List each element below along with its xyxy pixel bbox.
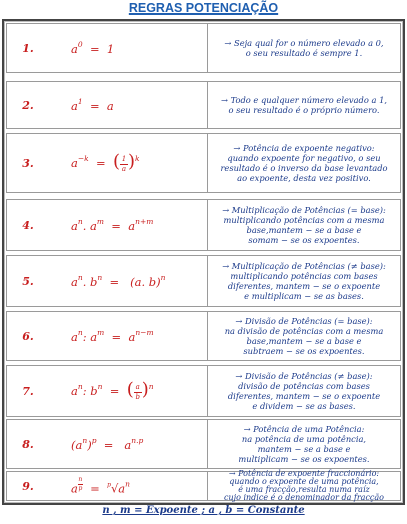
rule-number: 1. [22,41,34,55]
rule-description: → Potência de expoente fraccionário: quando o expoente de uma potência, é uma fracção,resulta numa raíz cujo indice é o denominador da fracção [224,469,384,502]
rule-number: 4. [22,218,34,232]
rule-number: 6. [22,329,34,343]
rule-formula: $a^n$. $a^m = a^{n+m}$ [49,200,208,250]
rule-formula: a $^{\frac{n}{p}}$ = $^p√a^n$ [49,472,208,500]
rule-number: 5. [22,274,34,288]
rule-row-1 [6,23,401,73]
page-title: REGRAS POTENCIAÇÃO [128,1,279,15]
rule-number: 8. [22,437,34,451]
rule-description: → Todo e qualquer número elevado a 1, o seu resultado é o próprio número. [220,95,387,115]
rule-description: → Divisão de Potências (≠ base): divisão de potências com bases diferentes, mantem − se o expoente e dividem − se as bases. [227,371,381,411]
rule-row-5 [6,255,401,307]
rule-formula: $a^{-k}$ = ( $\frac{1}{a}$ )$^k$ [49,134,208,192]
rule-row-4 [6,199,401,251]
rule-number: 2. [22,98,34,112]
rule-formula: $a^n$. $b^n = (a$. b)$^n$ [49,256,208,306]
rules-table [2,19,405,505]
rule-formula: $a^0 = 1$ [49,24,208,72]
rule-formula: $a^1 = a$ [49,82,208,128]
rule-number: 3. [22,156,34,170]
rule-row-6 [6,311,401,361]
rule-formula: $(a^n)^p = a^{n.p}$ [49,420,208,468]
rule-description: → Multiplicação de Potências (= base): multiplicando potências com a mesma base,mantem − se a base e somam − se os expoentes. [222,205,386,245]
rule-number: 7. [22,384,34,398]
rule-description: → Potência de uma Potência: na potência de uma potência, mantem − se a base e multiplicam − se os expoentes. [238,424,370,464]
rule-row-2 [6,81,401,129]
rule-number: 9. [22,479,34,493]
rule-description: → Potência de expoente negativo: quando expoente for negativo, o seu resultado é o inverso da base levantado ao expoente, desta vez positivo. [220,143,388,183]
rule-row-3 [6,133,401,193]
rule-row-9 [6,471,401,501]
rule-description: → Seja qual for o número elevado a 0, o seu resultado é sempre 1. [224,38,384,58]
rule-formula: $a^n$: $b^n$ = ( $\frac{a}{b}$ )$^n$ [49,366,208,416]
rule-row-7 [6,365,401,417]
rule-description: → Divisão de Potências (= base): na divisão de potências com a mesma base,mantem − se a base e subtraem − se os expoentes. [224,316,384,356]
rule-description: → Multiplicação de Potências (≠ base): multiplicando potências com bases diferentes, mantem − se o expoente e multiplicam − se as bases. [222,261,386,301]
legend-footer: n , m = Expoente ; a , b = Constante [102,505,305,516]
rule-row-8 [6,419,401,469]
rule-formula: $a^n$: $a^m = a^{n-m}$ [49,312,208,360]
